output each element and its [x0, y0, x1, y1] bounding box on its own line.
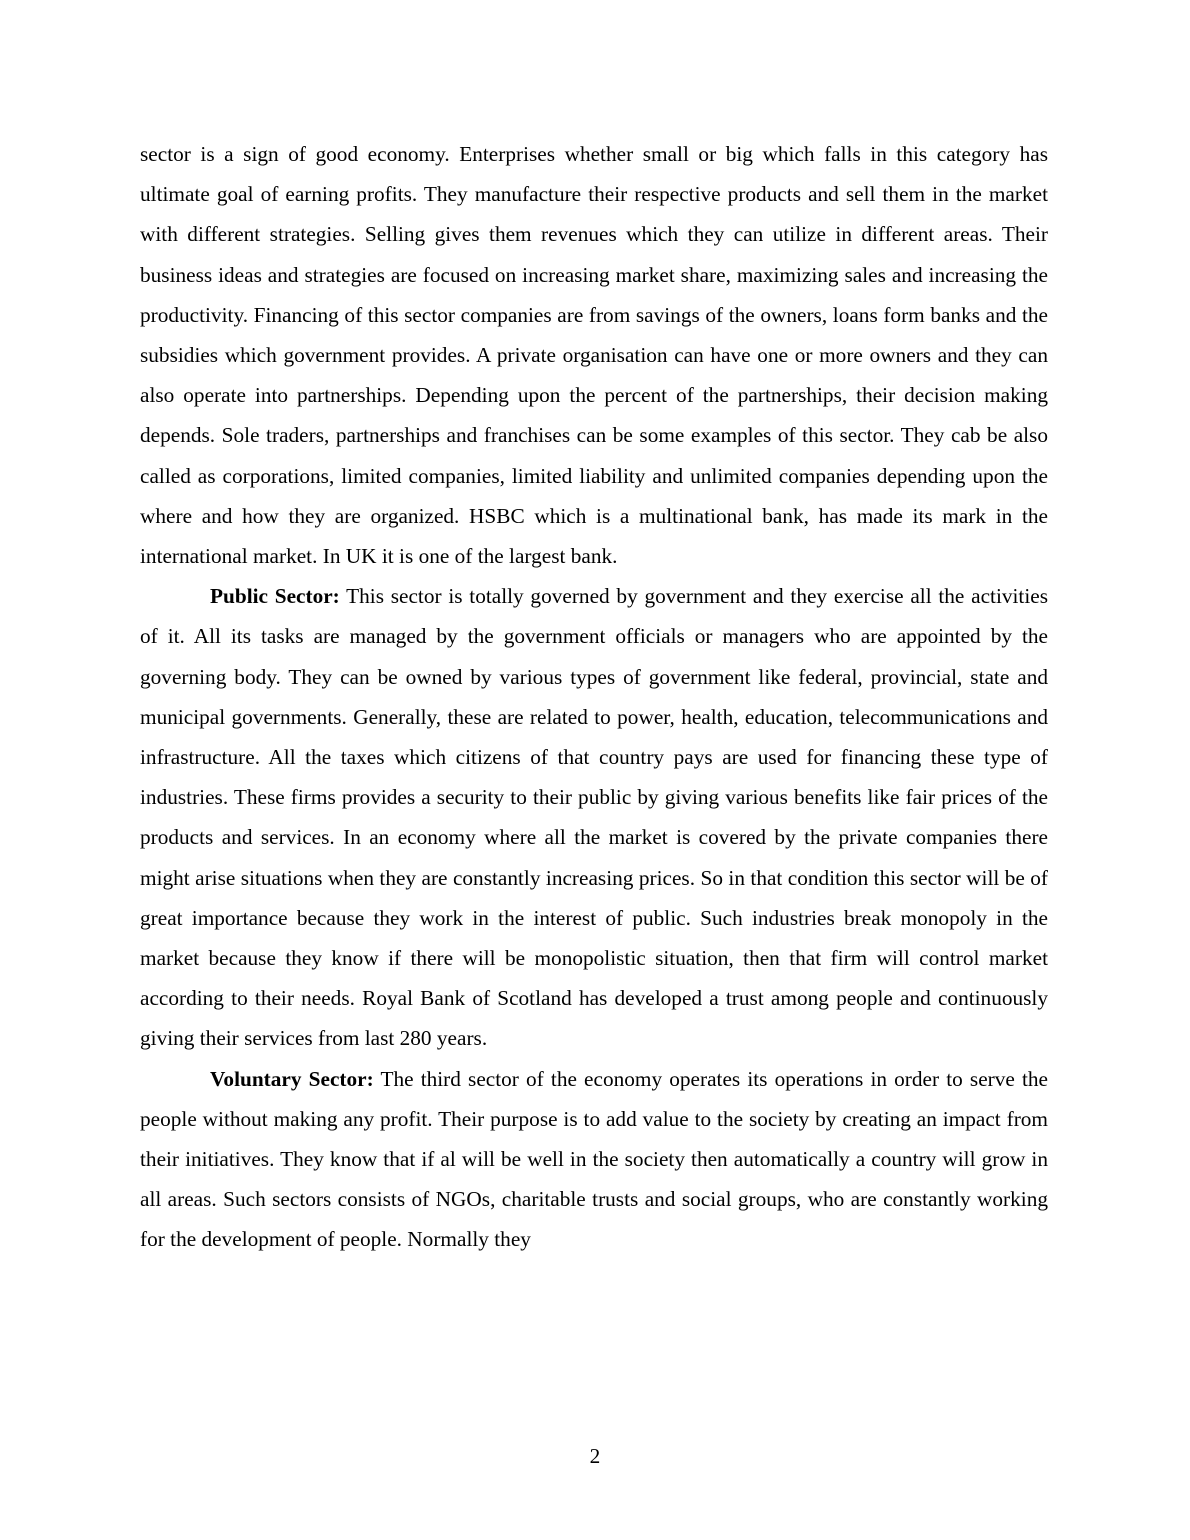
- paragraph-private-sector-continued: [140, 134, 1048, 576]
- paragraph-text: sector is a sign of good economy. Enterprises whether small or big which falls in this category has ultimate goal of earning profits. They manufacture their respective products and sell them in the market with different strategies. Selling gives them revenues which they can utilize in different areas. Their business ideas and strategies are focused on increasing market share, maximizing sales and increasing the productivity. Financing of this sector companies are from savings of the owners, loans form banks and the subsidies which government provides. A private organisation can have one or more owners and they can also operate into partnerships. Depending upon the percent of the partnerships, their decision making depends. Sole traders, partnerships and franchises can be some examples of this sector. They cab be also called as corporations, limited companies, limited liability and unlimited companies depending upon the where and how they are organized. HSBC which is a multinational bank, has made its mark in the international market. In UK it is one of the largest bank.: [140, 142, 1048, 569]
- paragraph-text: The third sector of the economy operates its operations in order to serve the people without making any profit. Their purpose is to add value to the society by creating an impact from their initiatives. They know that if al will be well in the society then automatically a country will grow in all areas. Such sectors consists of NGOs, charitable trusts and social groups, who are constantly working for the development of people. Normally they: [140, 1066, 1048, 1252]
- voluntary-sector-heading: Voluntary Sector:: [210, 1066, 374, 1091]
- paragraph-public-sector: [140, 576, 1048, 1058]
- paragraph-text: This sector is totally governed by government and they exercise all the activities of it. All its tasks are managed by the government officials or managers who are appointed by the governing body. They can be owned by various types of government like federal, provincial, state and municipal governments. Generally, these are related to power, health, education, telecommunications and infrastructure. All the taxes which citizens of that country pays are used for financing these type of industries. These firms provides a security to their public by giving various benefits like fair prices of the products and services. In an economy where all the market is covered by the private companies there might arise situations when they are constantly increasing prices. So in that condition this sector will be of great importance because they work in the interest of public. Such industries break monopoly in the market because they know if there will be monopolistic situation, then that firm will control market according to their needs. Royal Bank of Scotland has developed a trust among people and continuously giving their services from last 280 years.: [140, 584, 1048, 1051]
- page-number: 2: [589, 1444, 601, 1468]
- document-body: [140, 134, 1048, 1260]
- public-sector-heading: Public Sector:: [210, 584, 340, 609]
- paragraph-voluntary-sector: [140, 1059, 1048, 1260]
